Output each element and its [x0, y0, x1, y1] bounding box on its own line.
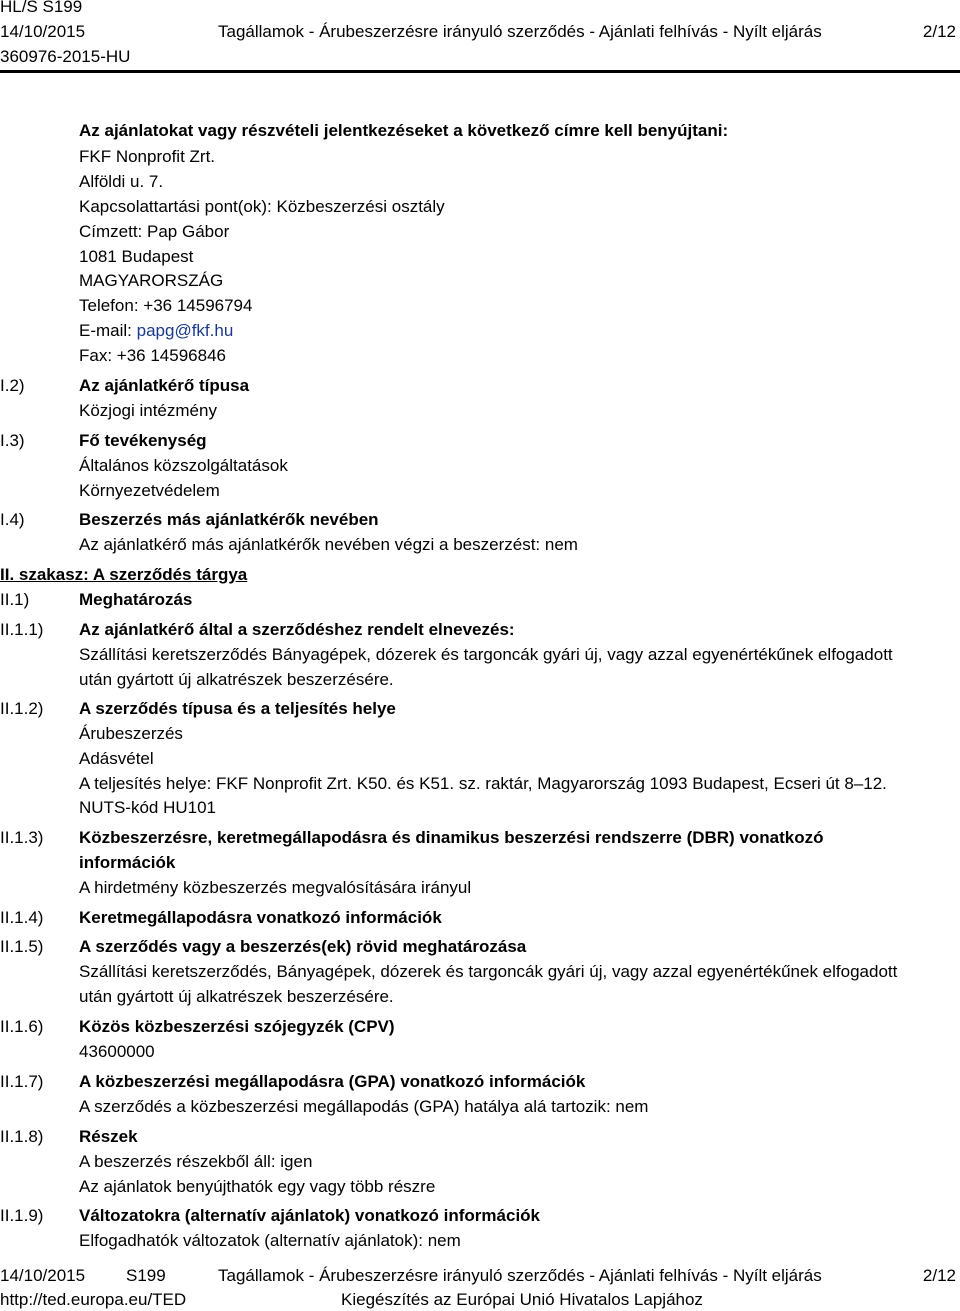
section-line-ii12-2: Adásvétel — [79, 749, 154, 768]
section-title-ii11: Az ajánlatkérő által a szerződéshez rendelt elnevezés: — [79, 620, 515, 639]
footer-title: Tagállamok - Árubeszerzésre irányuló szerződés - Ajánlati felhívás - Nyílt eljárás — [218, 1266, 822, 1285]
section-line-ii15-2: után gyártott új alkatrészek beszerzésére. — [79, 987, 394, 1006]
section-value-i3-2: Környezetvédelem — [79, 481, 220, 500]
address-recipient: Címzett: Pap Gábor — [79, 222, 230, 241]
footer-url[interactable]: http://ted.europa.eu/TED — [0, 1290, 187, 1309]
section-number-ii14: II.1.4) — [0, 908, 44, 927]
section-title-ii1: Meghatározás — [79, 590, 193, 609]
section-line-ii16-1: 43600000 — [79, 1042, 155, 1061]
section-ii-heading: II. szakasz: A szerződés tárgya — [0, 565, 248, 584]
section-title-ii13-2: információk — [79, 853, 176, 872]
header-date: 14/10/2015 — [0, 22, 86, 41]
section-line-ii18-2: Az ajánlatok benyújthatók egy vagy több részre — [79, 1177, 436, 1196]
section-title-ii14: Keretmegállapodásra vonatkozó információk — [79, 908, 442, 927]
address-org: FKF Nonprofit Zrt. — [79, 147, 216, 166]
footer-date: 14/10/2015 — [0, 1266, 86, 1285]
section-line-ii12-1: Árubeszerzés — [79, 724, 183, 743]
section-title-ii15: A szerződés vagy a beszerzés(ek) rövid meghatározása — [79, 937, 527, 956]
address-street: Alföldi u. 7. — [79, 172, 164, 191]
email-link[interactable]: papg@fkf.hu — [136, 321, 234, 340]
section-number-ii15: II.1.5) — [0, 937, 44, 956]
section-number-ii11: II.1.1) — [0, 620, 44, 639]
header-doc-id: 360976-2015-HU — [0, 47, 131, 66]
section-number-ii18: II.1.8) — [0, 1127, 44, 1146]
section-number-ii19: II.1.9) — [0, 1206, 44, 1225]
page-footer — [0, 1262, 960, 1311]
section-line-ii11-2: után gyártott új alkatrészek beszerzésére. — [79, 670, 394, 689]
section-title-ii16: Közös közbeszerzési szójegyzék (CPV) — [79, 1017, 395, 1036]
section-line-ii17-1: A szerződés a közbeszerzési megállapodás (GPA) hatálya alá tartozik: nem — [79, 1097, 649, 1116]
address-fax: Fax: +36 14596846 — [79, 346, 226, 365]
section-number-ii12: II.1.2) — [0, 699, 44, 718]
address-contact: Kapcsolattartási pont(ok): Közbeszerzési osztály — [79, 197, 445, 216]
section-line-ii11-1: Szállítási keretszerződés Bányagépek, dózerek és targoncák gyári új, vagy azzal egyenértékűnek elfogadott — [79, 645, 893, 664]
section-title-ii17: A közbeszerzési megállapodásra (GPA) vonatkozó információk — [79, 1072, 586, 1091]
section-line-ii12-3: A teljesítés helye: FKF Nonprofit Zrt. K50. és K51. sz. raktár, Magyarország 1093 Budapest, Ecseri út 8–12. — [79, 774, 887, 793]
header-series: HL/S S199 — [0, 0, 83, 16]
section-title-i3: Fő tevékenység — [79, 431, 207, 450]
section-number-ii17: II.1.7) — [0, 1072, 44, 1091]
section-value-i4: Az ajánlatkérő más ajánlatkérők nevében végzi a beszerzést: nem — [79, 535, 578, 554]
section-title-ii18: Részek — [79, 1127, 138, 1146]
header-page: 2/12 — [922, 22, 956, 41]
section-title-ii12: A szerződés típusa és a teljesítés helye — [79, 699, 396, 718]
section-title-ii19: Változatokra (alternatív ajánlatok) vonatkozó információk — [79, 1206, 541, 1225]
header-divider — [0, 70, 960, 73]
footer-supplement: Kiegészítés az Európai Unió Hivatalos Lapjához — [341, 1290, 703, 1309]
address-phone: Telefon: +36 14596794 — [79, 296, 253, 315]
section-line-ii12-4: NUTS-kód HU101 — [79, 798, 216, 817]
page-header — [0, 0, 960, 74]
section-title-ii13-1: Közbeszerzésre, keretmegállapodásra és dinamikus beszerzési rendszerre (DBR) vonatkozó — [79, 828, 824, 847]
address-city: 1081 Budapest — [79, 247, 194, 266]
footer-series: S199 — [126, 1266, 166, 1285]
section-value-i3-1: Általános közszolgáltatások — [79, 456, 288, 475]
section-line-ii18-1: A beszerzés részekből áll: igen — [79, 1152, 313, 1171]
section-number-i3: I.3) — [0, 431, 25, 450]
section-number-ii16: II.1.6) — [0, 1017, 44, 1036]
section-line-ii19-1: Elfogadhatók változatok (alternatív ajánlatok): nem — [79, 1231, 461, 1250]
address-heading: Az ajánlatokat vagy részvételi jelentkezéseket a következő címre kell benyújtani: — [79, 121, 729, 140]
address-email-label: E-mail: — [79, 321, 137, 340]
section-value-i2: Közjogi intézmény — [79, 401, 217, 420]
section-line-ii13-1: A hirdetmény közbeszerzés megvalósítására irányul — [79, 878, 472, 897]
section-title-i4: Beszerzés más ajánlatkérők nevében — [79, 510, 379, 529]
footer-page: 2/12 — [922, 1266, 956, 1285]
section-title-i2: Az ajánlatkérő típusa — [79, 376, 250, 395]
section-number-ii13: II.1.3) — [0, 828, 44, 847]
section-number-ii1: II.1) — [0, 590, 30, 609]
section-number-i2: I.2) — [0, 376, 25, 395]
address-country: MAGYARORSZÁG — [79, 271, 224, 290]
section-number-i4: I.4) — [0, 510, 25, 529]
section-line-ii15-1: Szállítási keretszerződés, Bányagépek, dózerek és targoncák gyári új, vagy azzal egyenértékűnek elfogadott — [79, 962, 898, 981]
header-title: Tagállamok - Árubeszerzésre irányuló szerződés - Ajánlati felhívás - Nyílt eljárás — [218, 22, 822, 41]
address-email-line — [79, 320, 233, 342]
